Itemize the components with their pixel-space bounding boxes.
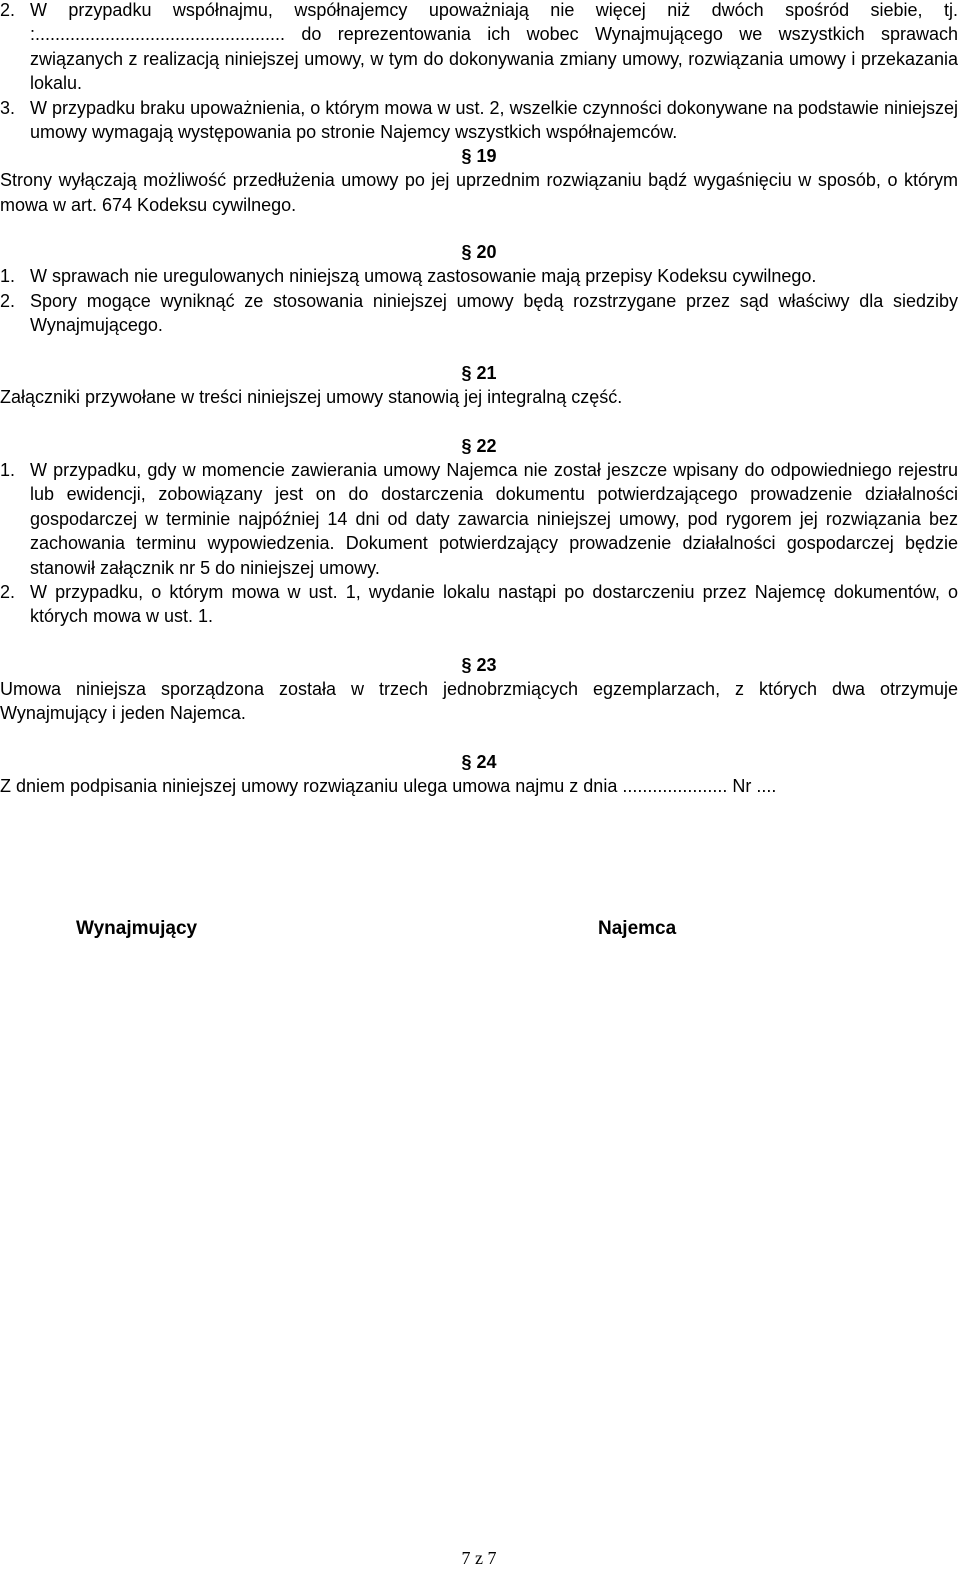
item-text: W sprawach nie uregulowanych niniejszą umową zastosowanie mają przepisy Kodeksu cywilnego. [30, 266, 817, 287]
section-20-item-1 [0, 264, 958, 288]
item-number: 1. [0, 459, 16, 480]
item-text: W przypadku, gdy w momencie zawierania umowy Najemca nie został jeszcze wpisany do odpowiedniego rejestru lub ewidencji, zobowiązany jest on do dostarczenia dokumentu potwierdzającego prowadzenie działalności gospodarczej w terminie najpóźniej 14 dni od daty zawarcia niniejszej umowy, pod rygorem jej rozwiązania bez zachowania terminu wypowiedzenia. Dokument potwierdzający prowadzenie działalności gospodarczej będzie stanowił załącznik nr 5 do niniejszej umowy. [30, 459, 958, 578]
section-21-text: Załączniki przywołane w treści niniejszej umowy stanowią jej integralną część. [0, 387, 623, 408]
section-23-text: Umowa niniejsza sporządzona została w trzech jednobrzmiących egzemplarzach, z których dwa otrzymuje Wynajmujący i jeden Najemca. [0, 678, 958, 724]
section-24-text: Z dniem podpisania niniejszej umowy rozwiązaniu ulega umowa najmu z dnia ..................... Nr .... [0, 775, 777, 796]
paragraph-2 [0, 0, 958, 96]
item-number: 1. [0, 266, 16, 287]
paragraph-text: W przypadku współnajmu, współnajemcy upoważniają nie więcej niż dwóch spośród siebie, tj. :.................................................. do reprezentowania ich wobec Wynajmującego we wszystkich sprawach związanych z realizacją niniejszej umowy, w tym do dokonywania zmiany umowy, rozwiązania umowy i przekazania lokalu. [30, 0, 958, 94]
section-heading-22: § 22 [461, 435, 497, 456]
item-number: 2. [0, 581, 16, 602]
section-22-item-1 [0, 458, 958, 580]
section-20-item-2 [0, 289, 958, 338]
paragraph-3 [0, 96, 958, 145]
item-number: 2. [0, 290, 16, 311]
section-heading-20: § 20 [461, 242, 497, 263]
signature-block [0, 918, 958, 946]
signature-tenant-label: Najemca [598, 918, 677, 939]
item-text: Spory mogące wyniknąć ze stosowania niniejszej umowy będą rozstrzygane przez sąd właściwy dla siedziby Wynajmującego. [30, 290, 958, 336]
section-heading-24: § 24 [461, 751, 497, 772]
paragraph-number: 3. [0, 97, 16, 118]
section-22-item-2 [0, 580, 958, 629]
section-heading-19: § 19 [461, 146, 497, 167]
signature-landlord-label: Wynajmujący [76, 918, 198, 939]
page-number: 7 z 7 [461, 1548, 497, 1568]
paragraph-number: 2. [0, 0, 16, 20]
section-heading-23: § 23 [461, 654, 497, 675]
section-19-text: Strony wyłączają możliwość przedłużenia umowy po jej uprzednim rozwiązaniu bądź wygaśnięciu w sposób, o którym mowa w art. 674 Kodeksu cywilnego. [0, 170, 958, 215]
item-text: W przypadku, o którym mowa w ust. 1, wydanie lokalu nastąpi po dostarczeniu przez Najemcę dokumentów, o których mowa w ust. 1. [30, 581, 958, 627]
paragraph-text: W przypadku braku upoważnienia, o którym mowa w ust. 2, wszelkie czynności dokonywane na podstawie niniejszej umowy wymagają występowania po stronie Najemcy wszystkich współnajemców. [30, 97, 958, 143]
section-heading-21: § 21 [461, 363, 497, 384]
